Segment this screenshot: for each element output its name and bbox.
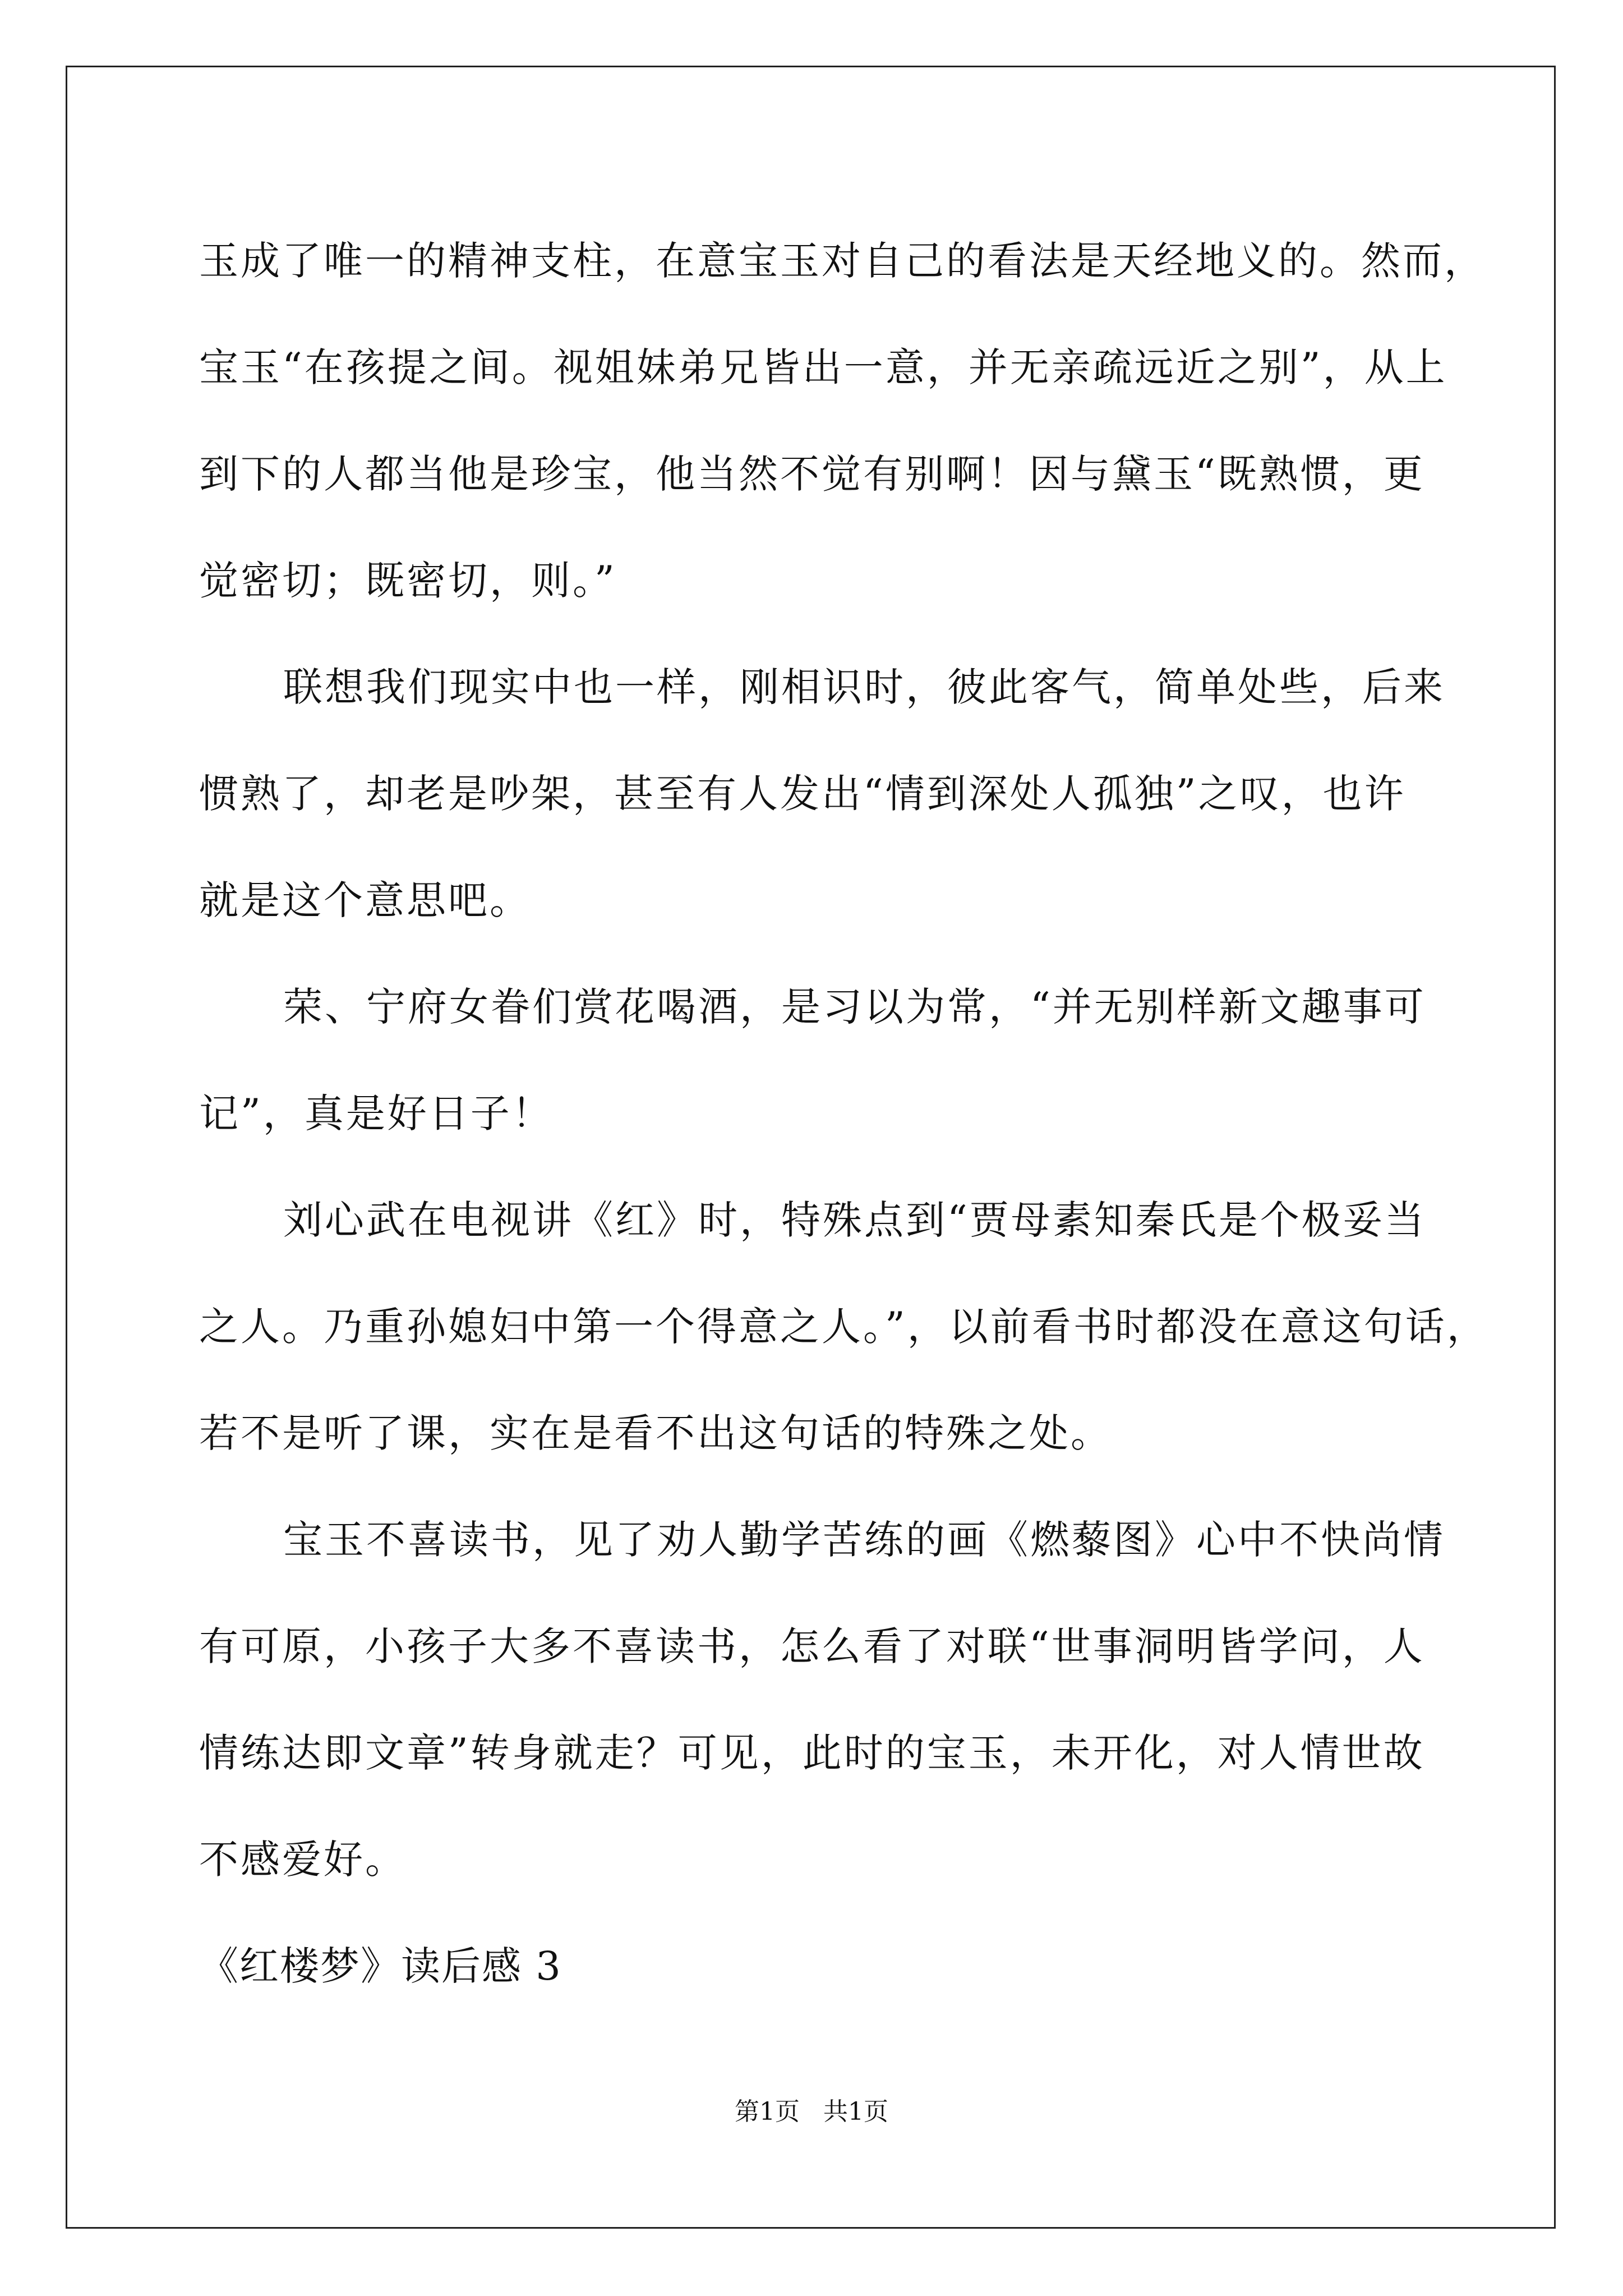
text-line: 惯熟了，却老是吵架，甚至有人发出“情到深处人孤独”之叹，也许 [199,771,1406,817]
text-line: 觉密切；既密切，则。” [199,558,617,604]
text-line: 就是这个意思吧。 [199,877,531,923]
page-number-footer: 第1页 共1页 [735,2097,888,2126]
text-line: 到下的人都当他是珍宝，他当然不觉有别啊！因与黛玉“既熟惯，更 [199,451,1425,497]
document-body [199,208,1488,2019]
paragraph-start-line: 宝玉不喜读书，见了劝人勤学苦练的画《燃藜图》心中不快尚情 [283,1517,1445,1563]
text-line: 记”，真是好日子！ [199,1091,554,1137]
text-line: 情练达即文章”转身就走？可见，此时的宝玉，未开化，对人情世故 [199,1730,1425,1776]
text-line: 不感爱好。 [199,1837,407,1883]
text-line: 之人。乃重孙媳妇中第一个得意之人。”，以前看书时都没在意这句话， [199,1304,1488,1350]
paragraph-start-line: 荣、宁府女眷们赏花喝酒，是习以为常，“并无别样新文趣事可 [283,984,1426,1030]
text-line: 宝玉“在孩提之间。视姐妹弟兄皆出一意，并无亲疏远近之别”，从上 [199,344,1447,390]
text-line: 玉成了唯一的精神支柱，在意宝玉对自己的看法是天经地义的。然而， [199,238,1486,284]
section-heading: 《红楼梦》读后感 3 [199,1943,562,1989]
text-line: 有可原，小孩子大多不喜读书，怎么看了对联“世事洞明皆学问，人 [199,1623,1425,1669]
text-line: 若不是听了课，实在是看不出这句话的特殊之处。 [199,1410,1112,1456]
paragraph-start-line: 联想我们现实中也一样，刚相识时，彼此客气，简单处些，后来 [283,664,1445,710]
paragraph-start-line: 刘心武在电视讲《红》时，特殊点到“贾母素知秦氏是个极妥当 [283,1197,1426,1243]
